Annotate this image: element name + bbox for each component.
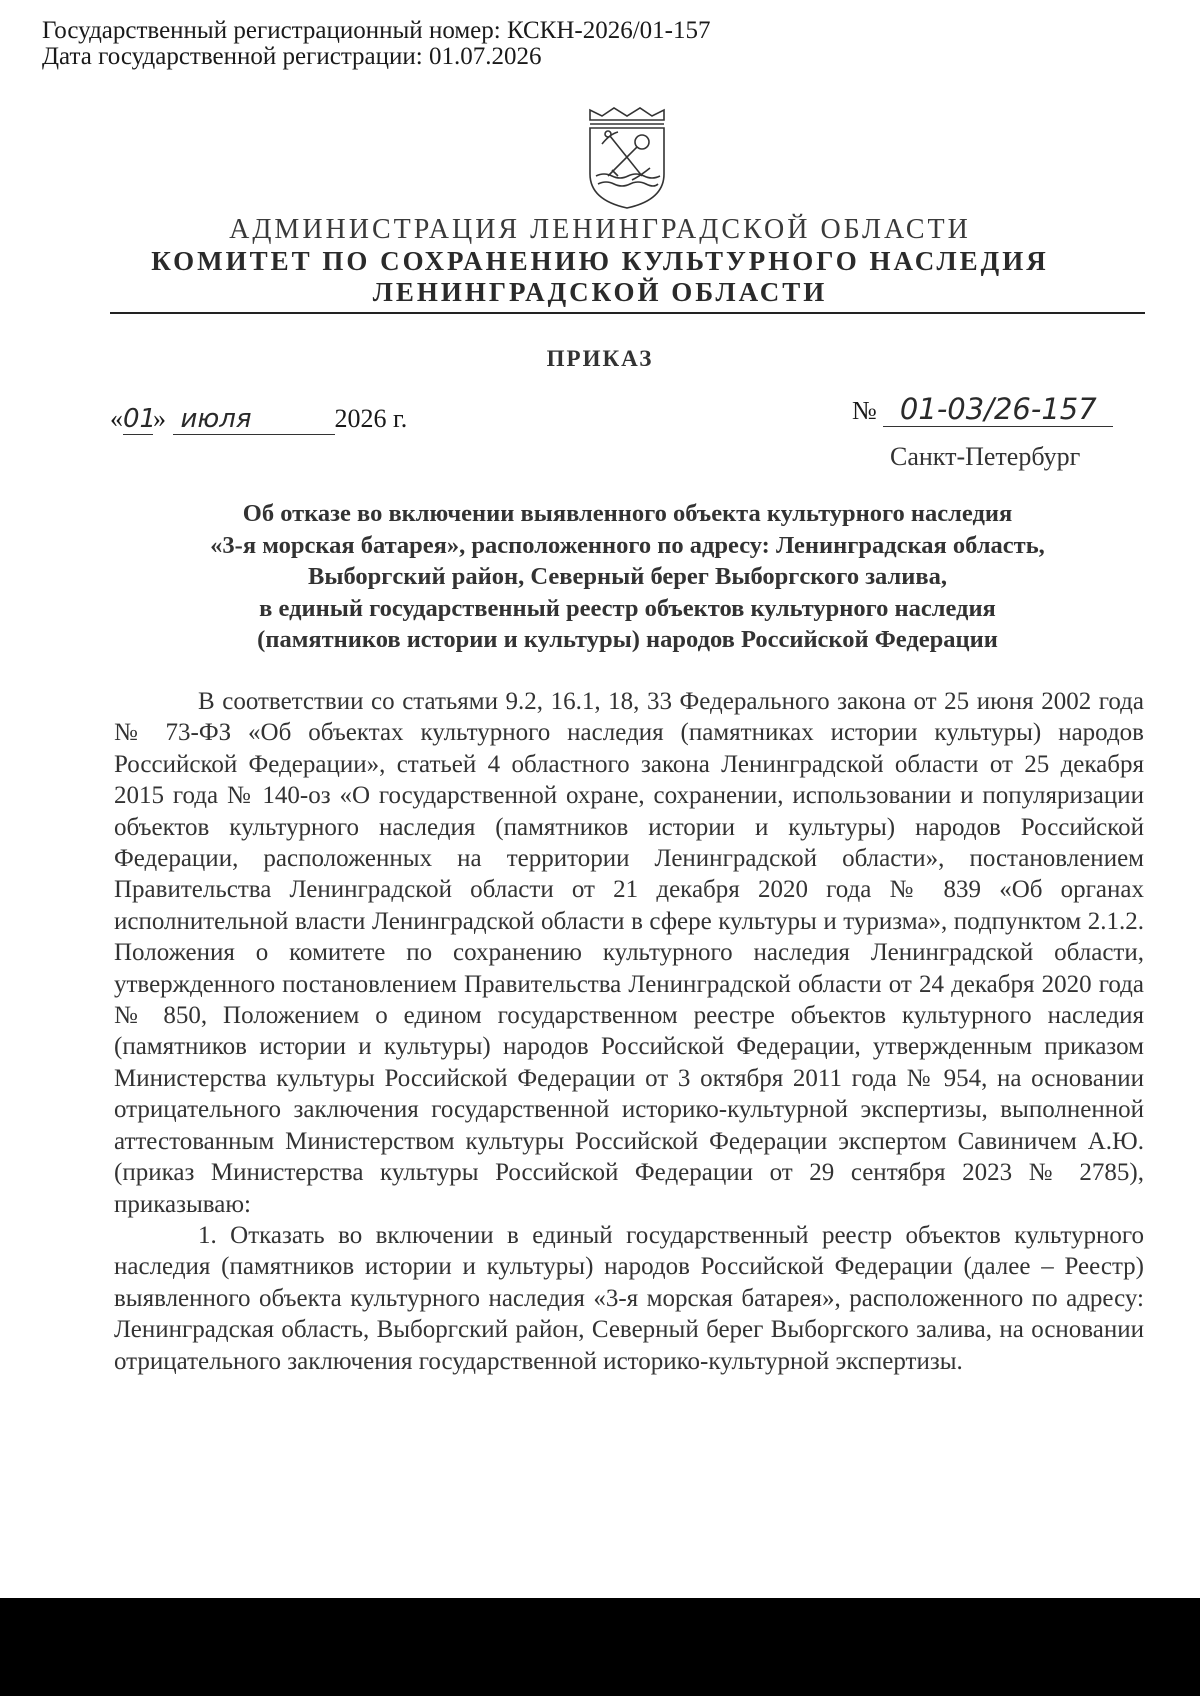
subject-line: «3-я морская батарея», расположенного по адресу: Ленинградская область, — [210, 531, 1045, 559]
body-paragraph: В соответствии со статьями 9.2, 16.1, 18, 33 Федерального закона от 25 июня 2002 года № 73-ФЗ «Об объектах культурного наследия (памятниках истории культуры) народов Российской Федерации», статьей 4 областного закона Ленинградской области от 25 декабря 2015 года № 140-оз «О государственной охране, сохранении, использовании и популяризации объектов культурного наследия (памятников истории и культуры) народов Российской Федерации, расположенных на территории Ленинградской области», постановлением Правительства Ленинградской области от 21 декабря 2020 года № 839 «Об органах исполнительной власти Ленинградской области в сфере культуры и туризма», подпунктом 2.1.2. Положения о комитете по сохранению культурного наследия Ленинградской области, утвержденного постановлением Правительства Ленинградской области от 24 декабря 2020 года № 850, Положением о едином государственном реестре объектов культурного наследия (памятников истории и культуры) народов Российской Федерации, утвержденным приказом Министерства культуры Российской Федерации от 3 октября 2011 года № 954, на основании отрицательного заключения государственной историко-культурной экспертизы, выполненной аттестованным Министерством культуры Российской Федерации экспертом Савиничем А.Ю. (приказ Министерства культуры Российской Федерации от 29 сентября 2023 № 2785), приказываю: — [114, 688, 1144, 1218]
header-divider — [110, 312, 1145, 314]
subject-line: Об отказе во включении выявленного объекта культурного наследия — [242, 500, 1013, 527]
order-subject — [110, 498, 1145, 656]
order-body — [114, 686, 1144, 1377]
date-close-quote: » — [153, 404, 166, 433]
date-open-quote: « — [110, 404, 123, 433]
org-name-line3: ЛЕНИНГРАДСКОЙ ОБЛАСТИ — [372, 277, 828, 307]
org-name-line1: АДМИНИСТРАЦИЯ ЛЕНИНГРАДСКОЙ ОБЛАСТИ — [229, 214, 971, 245]
number-sign: № — [852, 396, 877, 425]
order-number — [852, 392, 1113, 427]
order-date — [110, 404, 407, 435]
body-paragraph: 1. Отказать во включении в единый государственный реестр объектов культурного наследия (памятников истории и культуры) народов Российской Федерации (далее – Реестр) выявленного объекта культурного наследия «3-я морская батарея», расположенного по адресу: Ленинградская область, Выборгский район, Северный берег Выборгского залива, на основании отрицательного заключения государственной историко-культурной экспертизы. — [114, 1221, 1144, 1375]
subject-line: в единый государственный реестр объектов культурного наследия — [259, 594, 996, 622]
subject-line: Выборгский район, Северный берег Выборгского залива, — [308, 563, 947, 590]
org-name-line2: КОМИТЕТ ПО СОХРАНЕНИЮ КУЛЬТУРНОГО НАСЛЕДИЯ — [151, 246, 1049, 276]
coat-of-arms-icon — [580, 104, 674, 212]
order-year: 2026 г. — [334, 404, 408, 433]
registration-number: Государственный регистрационный номер: КСКН-2026/01-157 — [42, 17, 711, 44]
scan-border — [0, 1598, 1200, 1696]
order-month: июля — [173, 404, 335, 435]
order-title: ПРИКАЗ — [546, 346, 654, 371]
order-city: Санкт-Петербург — [890, 442, 1081, 471]
registration-date: Дата государственной регистрации: 01.07.2026 — [42, 43, 542, 70]
subject-line: (памятников истории и культуры) народов Российской Федерации — [257, 626, 998, 653]
order-day: 01 — [123, 404, 157, 434]
order-number-value: 01-03/26-157 — [883, 392, 1113, 427]
